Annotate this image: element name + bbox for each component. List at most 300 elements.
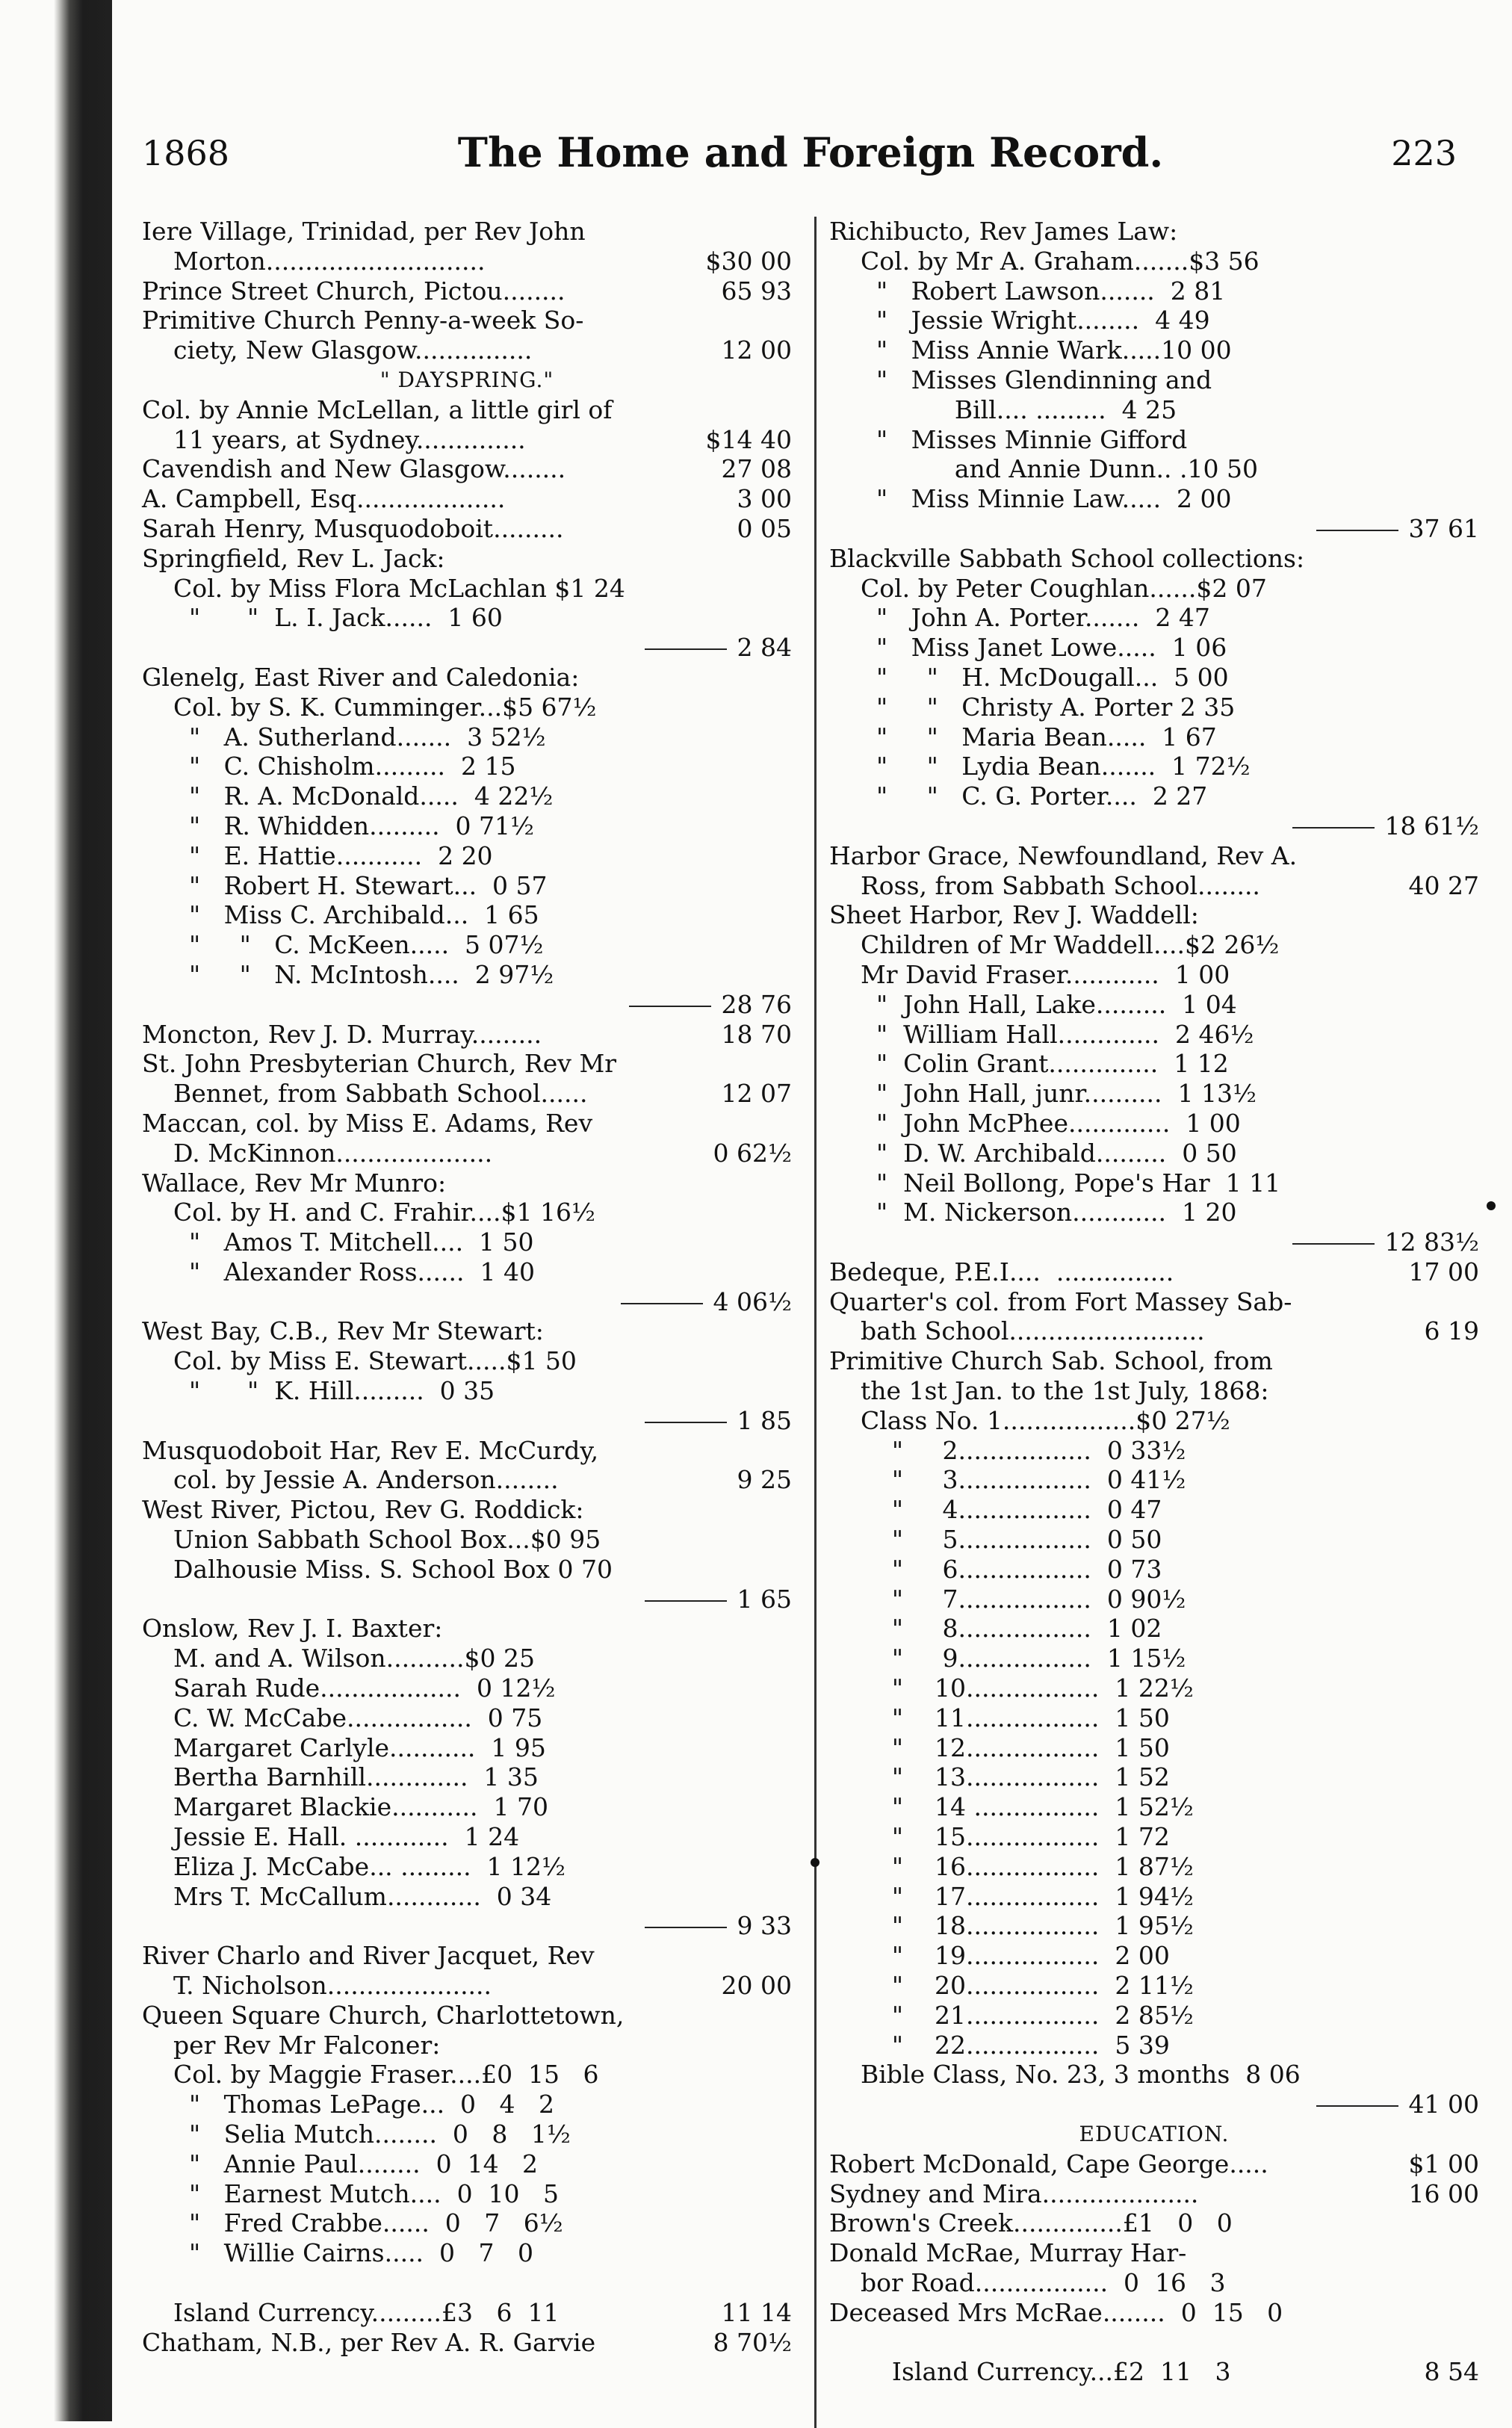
line-text: " Selia Mutch........ 0 8 1½ (142, 2119, 571, 2149)
header-title: The Home and Foreign Record. (457, 128, 1164, 176)
ledger-line (142, 841, 792, 871)
ledger-line (142, 722, 792, 752)
amount-value: $30 00 (705, 246, 792, 276)
columns (142, 217, 1479, 2421)
line-text: Richibucto, Rev James Law: (829, 217, 1178, 246)
line-text: Sarah Henry, Musquodoboit......... (142, 513, 564, 543)
ledger-line (829, 1049, 1479, 1079)
line-amount (1409, 871, 1479, 901)
ledger-line (829, 1644, 1479, 1673)
line-text: Harbor Grace, Newfoundland, Rev A. (829, 840, 1298, 870)
ledger-line (829, 2031, 1479, 2060)
ledger-line (142, 1822, 792, 1852)
sum-rule (645, 1422, 727, 1423)
ledger-line (829, 1346, 1479, 1376)
line-text: West River, Pictou, Rev G. Roddick: (142, 1495, 584, 1525)
ledger-line (829, 1109, 1479, 1139)
line-text: " Misses Minnie Gifford (829, 424, 1188, 454)
line-amount (1292, 811, 1479, 841)
ledger-line (142, 1436, 792, 1466)
line-text: " 22................. 5 39 (829, 2030, 1170, 2060)
ledger-line (829, 2357, 1479, 2387)
ledger-line (829, 365, 1479, 395)
ledger-line (142, 811, 792, 841)
line-text: Ross, from Sabbath School........ (829, 870, 1260, 900)
line-amount (1409, 1257, 1479, 1287)
line-amount (737, 484, 792, 514)
sum-rule (621, 1303, 703, 1304)
ledger-line (142, 1109, 792, 1139)
line-text: " Colin Grant.............. 1 12 (829, 1049, 1229, 1079)
ledger-line (829, 1287, 1479, 1317)
line-amount (722, 276, 792, 306)
page (142, 112, 1479, 2387)
line-text: Col. by Mr A. Graham.......$3 56 (829, 246, 1260, 276)
line-text: Iere Village, Trinidad, per Rev John (142, 217, 586, 246)
line-text: " Miss Minnie Law..... 2 00 (829, 484, 1232, 514)
line-text: " Robert H. Stewart... 0 57 (142, 870, 548, 900)
line-amount (706, 247, 792, 276)
ledger-line (142, 1020, 792, 1050)
ledger-line (142, 217, 792, 247)
line-text: " Jessie Wright........ 4 49 (829, 306, 1210, 335)
line-amount (722, 454, 792, 484)
ledger-line (142, 930, 792, 960)
ledger-line (829, 395, 1479, 425)
line-text: " 2................. 0 33½ (829, 1435, 1186, 1465)
ledger-line (829, 1139, 1479, 1168)
ledger-line (142, 365, 792, 395)
line-text: " 17................. 1 94½ (829, 1881, 1194, 1911)
ledger-line (142, 247, 792, 276)
amount-value: 40 27 (1408, 870, 1479, 900)
ledger-line (142, 2090, 792, 2119)
ledger-line (829, 2179, 1479, 2209)
line-text: " R. Whidden......... 0 71½ (142, 811, 535, 840)
line-text: " 5................. 0 50 (829, 1525, 1162, 1555)
line-amount (645, 633, 792, 663)
line-text: C. W. McCabe................ 0 75 (142, 1703, 543, 1732)
line-text: Cavendish and New Glasgow........ (142, 454, 566, 484)
ledger-line (829, 960, 1479, 990)
amount-value: 17 00 (1408, 1257, 1479, 1286)
line-text: Sarah Rude.................. 0 12½ (142, 1673, 556, 1703)
ledger-line (829, 1762, 1479, 1792)
amount-value: $1 00 (1408, 2149, 1479, 2178)
line-amount (621, 1287, 792, 1317)
line-text: Maccan, col. by Miss E. Adams, Rev (142, 1108, 593, 1138)
line-text: " 21................. 2 85½ (829, 2000, 1194, 2030)
ledger-line (142, 752, 792, 781)
line-text: " C. Chisholm......... 2 15 (142, 752, 516, 781)
line-text: " Neil Bollong, Pope's Har 1 11 (829, 1168, 1281, 1198)
amount-value: 27 08 (721, 454, 792, 484)
amount-value: 12 83½ (1384, 1227, 1479, 1257)
ledger-line (829, 871, 1479, 901)
header-year: 1868 (142, 133, 230, 173)
line-text: Blackville Sabbath School collections: (829, 543, 1305, 573)
page-number: 223 (1391, 133, 1457, 173)
line-amount (645, 1911, 792, 1941)
ledger-line (829, 306, 1479, 335)
ledger-line (142, 2298, 792, 2328)
line-text: Onslow, Rev J. I. Baxter: (142, 1614, 443, 1644)
line-text: " 20................. 2 11½ (829, 1971, 1194, 2001)
line-amount (706, 425, 792, 455)
ledger-line (142, 514, 792, 544)
amount-value: 65 93 (721, 276, 792, 306)
line-text: River Charlo and River Jacquet, Rev (142, 1941, 595, 1971)
line-text: " 14 ................ 1 52½ (829, 1792, 1194, 1822)
ledger-line (829, 1614, 1479, 1644)
running-header (142, 112, 1479, 179)
line-text: Chatham, N.B., per Rev A. R. Garvie (142, 2327, 596, 2357)
line-text: " Misses Glendinning and (829, 365, 1212, 394)
ledger-line (142, 1376, 792, 1406)
ledger-line (142, 1882, 792, 1912)
line-text: " " N. McIntosh.... 2 97½ (142, 959, 554, 989)
line-text: " Alexander Ross...... 1 40 (142, 1257, 535, 1286)
line-text: EDUCATION. (1079, 2122, 1230, 2146)
amount-value: 11 14 (721, 2297, 792, 2327)
line-text: " " Lydia Bean....... 1 72½ (829, 752, 1251, 781)
line-text: " " Christy A. Porter 2 35 (829, 692, 1236, 722)
ledger-line (829, 752, 1479, 781)
line-text: Mrs T. McCallum............ 0 34 (142, 1881, 552, 1911)
amount-value: 8 70½ (713, 2327, 792, 2357)
line-text: " 10................. 1 22½ (829, 1673, 1194, 1703)
line-text: " 16................. 1 87½ (829, 1851, 1194, 1881)
line-text: Eliza J. McCabe... ......... 1 12½ (142, 1851, 566, 1881)
ledger-line (142, 1168, 792, 1198)
subtotal-line (142, 1585, 792, 1614)
line-text: bor Road................. 0 16 3 (829, 2267, 1226, 2297)
ledger-line (142, 1079, 792, 1109)
ledger-line (142, 425, 792, 455)
ledger-line (829, 484, 1479, 514)
line-text: Bill.... ......... 4 25 (829, 394, 1177, 424)
line-amount (1425, 2357, 1479, 2387)
line-text: " 11................. 1 50 (829, 1703, 1170, 1732)
ledger-line (829, 335, 1479, 365)
line-text: St. John Presbyterian Church, Rev Mr (142, 1049, 617, 1079)
subtotal-line (829, 514, 1479, 544)
line-text: Col. by Annie McLellan, a little girl of (142, 394, 613, 424)
line-text: " 8................. 1 02 (829, 1614, 1162, 1644)
line-text: " 6................. 0 73 (829, 1554, 1162, 1584)
line-text: Col. by Miss E. Stewart.....$1 50 (142, 1346, 577, 1376)
line-text: " A. Sutherland....... 3 52½ (142, 722, 546, 752)
subtotal-line (829, 1227, 1479, 1257)
right-column (829, 217, 1479, 2387)
ledger-line (829, 900, 1479, 930)
ledger-line (829, 1525, 1479, 1555)
line-amount (722, 2298, 792, 2328)
ledger-line (829, 1941, 1479, 1971)
line-text: " " C. McKeen..... 5 07½ (142, 930, 544, 960)
ledger-line (829, 2060, 1479, 2090)
ledger-line (829, 1703, 1479, 1733)
ledger-line (142, 1316, 792, 1346)
line-text: " John Hall, Lake......... 1 04 (829, 989, 1237, 1019)
ledger-line (142, 1257, 792, 1287)
line-text: Jessie E. Hall. ............ 1 24 (142, 1822, 520, 1852)
amount-value: 2 84 (737, 633, 792, 663)
ledger-line (829, 841, 1479, 871)
ledger-line (142, 276, 792, 306)
ledger-line (142, 603, 792, 633)
line-text: " M. Nickerson............ 1 20 (829, 1198, 1237, 1227)
ledger-line (829, 663, 1479, 693)
line-text: Primitive Church Penny-a-week So- (142, 306, 584, 335)
ledger-line (829, 1465, 1479, 1495)
line-text: D. McKinnon.................... (142, 1138, 493, 1168)
line-text: " 12................. 1 50 (829, 1732, 1170, 1762)
line-text: and Annie Dunn.. .10 50 (829, 454, 1258, 484)
ledger-line (142, 1673, 792, 1703)
line-text: Musquodoboit Har, Rev E. McCurdy, (142, 1435, 599, 1465)
line-text: " 4................. 0 47 (829, 1495, 1162, 1525)
amount-value: 1 65 (737, 1584, 792, 1614)
line-text: Mr David Fraser............ 1 00 (829, 959, 1230, 989)
amount-value: 0 05 (737, 513, 792, 543)
line-text: Donald McRae, Murray Har- (829, 2238, 1187, 2268)
ledger-line (142, 693, 792, 722)
ledger-line (142, 1941, 792, 1971)
line-text: " Fred Crabbe...... 0 7 6½ (142, 2208, 563, 2238)
ledger-line (142, 306, 792, 335)
ledger-line (142, 1198, 792, 1227)
ledger-line (829, 1406, 1479, 1436)
ledger-line (142, 1495, 792, 1525)
ledger-line (142, 1762, 792, 1792)
ledger-line (142, 2001, 792, 2031)
amount-value: 12 07 (721, 1079, 792, 1109)
ledger-line (829, 1257, 1479, 1287)
amount-value: 3 00 (737, 484, 792, 514)
sum-rule (645, 1927, 727, 1928)
ledger-line (142, 484, 792, 514)
line-amount (722, 335, 792, 365)
line-amount (645, 1585, 792, 1614)
amount-value: 12 00 (721, 335, 792, 365)
ledger-line (829, 1585, 1479, 1614)
ledger-line (829, 930, 1479, 960)
ledger-line (142, 1525, 792, 1555)
ledger-line (829, 217, 1479, 247)
ledger-line (142, 1971, 792, 2001)
ledger-line (829, 1436, 1479, 1466)
ledger-line (142, 2328, 792, 2358)
ledger-line (142, 1792, 792, 1822)
line-text: " Amos T. Mitchell.... 1 50 (142, 1227, 534, 1257)
line-amount (737, 1465, 792, 1495)
subtotal-line (829, 2090, 1479, 2119)
ink-dot (811, 1858, 819, 1867)
ledger-line (829, 1822, 1479, 1852)
line-text: Bedeque, P.E.I.... ............... (829, 1257, 1174, 1286)
line-text: Bible Class, No. 23, 3 months 8 06 (829, 2060, 1301, 2090)
line-text: " " L. I. Jack...... 1 60 (142, 603, 503, 633)
ledger-line (829, 990, 1479, 1020)
line-text: " DAYSPRING." (379, 367, 554, 392)
line-text: Union Sabbath School Box...$0 95 (142, 1525, 601, 1555)
ledger-line (829, 2328, 1479, 2358)
sum-rule (1292, 1243, 1375, 1245)
amount-value: $14 40 (705, 424, 792, 454)
line-text: " D. W. Archibald......... 0 50 (829, 1138, 1237, 1168)
amount-value: 1 85 (737, 1405, 792, 1435)
line-text: bath School......................... (829, 1316, 1205, 1346)
line-text: Brown's Creek..............£1 0 0 (829, 2208, 1233, 2238)
line-text: Wallace, Rev Mr Munro: (142, 1168, 447, 1198)
line-text: Queen Square Church, Charlottetown, (142, 2000, 625, 2030)
ledger-line (829, 1376, 1479, 1406)
line-text: " Annie Paul........ 0 14 2 (142, 2149, 539, 2178)
line-text: " 3................. 0 41½ (829, 1465, 1186, 1495)
ledger-line (829, 1852, 1479, 1882)
amount-value: 41 00 (1408, 2090, 1479, 2119)
amount-value: 20 00 (721, 1971, 792, 2001)
line-text: Col. by H. and C. Frahir....$1 16½ (142, 1198, 595, 1227)
amount-value: 16 00 (1408, 2178, 1479, 2208)
line-text: " R. A. McDonald..... 4 22½ (142, 781, 554, 811)
line-text: Island Currency.........£3 6 11 (142, 2297, 560, 2327)
ledger-line (142, 1227, 792, 1257)
line-text: Col. by S. K. Cumminger...$5 67½ (142, 692, 597, 722)
subtotal-line (142, 633, 792, 663)
ledger-line (142, 2031, 792, 2060)
sum-rule (1316, 530, 1398, 531)
left-column (142, 217, 792, 2357)
ledger-line (829, 1971, 1479, 2001)
amount-value: 8 54 (1424, 2357, 1479, 2387)
amount-value: 0 62½ (713, 1138, 792, 1168)
ledger-line (142, 544, 792, 574)
ledger-line (829, 1020, 1479, 1050)
ledger-line (142, 1614, 792, 1644)
subtotal-line (829, 811, 1479, 841)
ledger-line (142, 1852, 792, 1882)
ledger-line (142, 2119, 792, 2149)
ledger-line (829, 425, 1479, 455)
line-text: " Miss Janet Lowe..... 1 06 (829, 633, 1227, 663)
line-amount (1316, 514, 1479, 544)
line-text: Dalhousie Miss. S. School Box 0 70 (142, 1554, 613, 1584)
line-text: Robert McDonald, Cape George..... (829, 2149, 1268, 2178)
ledger-line (142, 1644, 792, 1673)
sum-rule (1292, 827, 1375, 829)
ledger-line (829, 2149, 1479, 2179)
line-text: Deceased Mrs McRae........ 0 15 0 (829, 2297, 1283, 2327)
line-amount (1409, 2149, 1479, 2179)
line-text: Sheet Harbor, Rev J. Waddell: (829, 900, 1199, 930)
ledger-line (142, 1049, 792, 1079)
sum-rule (645, 648, 727, 650)
ledger-line (829, 693, 1479, 722)
line-text: " 18................. 1 95½ (829, 1911, 1194, 1941)
line-amount (1316, 2090, 1479, 2119)
line-text: " John Hall, junr.......... 1 13½ (829, 1079, 1257, 1109)
line-text: Moncton, Rev J. D. Murray......... (142, 1019, 542, 1049)
line-text: " John McPhee............. 1 00 (829, 1108, 1241, 1138)
line-amount (1292, 1227, 1479, 1257)
line-amount (737, 514, 792, 544)
ledger-line (829, 722, 1479, 752)
line-text: Class No. 1.................$0 27½ (829, 1405, 1230, 1435)
ledger-line (142, 1139, 792, 1168)
line-text: " " K. Hill......... 0 35 (142, 1376, 495, 1406)
ledger-line (142, 2208, 792, 2238)
ledger-line (829, 2298, 1479, 2328)
ledger-line (829, 454, 1479, 484)
ledger-line (829, 1495, 1479, 1525)
ledger-line (829, 2208, 1479, 2238)
ledger-line (829, 574, 1479, 604)
line-text: " 13................. 1 52 (829, 1762, 1170, 1792)
line-text: Col. by Peter Coughlan......$2 07 (829, 573, 1267, 603)
sum-rule (629, 1006, 711, 1007)
line-text: " " C. G. Porter.... 2 27 (829, 781, 1208, 811)
ledger-line (829, 1316, 1479, 1346)
ledger-line (829, 1792, 1479, 1822)
line-amount (645, 1406, 792, 1436)
line-text: T. Nicholson..................... (142, 1971, 492, 2001)
line-text: the 1st Jan. to the 1st July, 1868: (829, 1376, 1269, 1406)
line-amount (722, 1020, 792, 1050)
ledger-line (142, 1555, 792, 1585)
subtotal-line (142, 1406, 792, 1436)
line-amount (629, 990, 792, 1020)
line-text: Margaret Carlyle........... 1 95 (142, 1732, 546, 1762)
line-text: Col. by Miss Flora McLachlan $1 24 (142, 573, 625, 603)
line-text: Island Currency...£2 11 3 (829, 2357, 1231, 2387)
amount-value: 18 70 (721, 1019, 792, 1049)
line-text: " 15................. 1 72 (829, 1822, 1170, 1852)
ledger-line (829, 2268, 1479, 2298)
line-text: Morton............................ (142, 246, 486, 276)
ledger-line (142, 2238, 792, 2268)
line-text: Margaret Blackie........... 1 70 (142, 1792, 548, 1822)
ledger-line (829, 2119, 1479, 2149)
amount-value: 9 33 (737, 1911, 792, 1941)
ledger-line (142, 2179, 792, 2209)
line-text: Col. by Maggie Fraser....£0 15 6 (142, 2060, 599, 2090)
ledger-line (829, 2238, 1479, 2268)
ledger-line (829, 633, 1479, 663)
ledger-line (142, 960, 792, 990)
line-text: " " H. McDougall... 5 00 (829, 662, 1229, 692)
line-amount (713, 1139, 792, 1168)
ink-dot (1487, 1201, 1496, 1210)
ledger-line (142, 574, 792, 604)
ledger-line (829, 1168, 1479, 1198)
line-text: A. Campbell, Esq................... (142, 484, 506, 514)
amount-value: 37 61 (1408, 513, 1479, 543)
line-text: col. by Jessie A. Anderson........ (142, 1465, 559, 1495)
line-text: " Miss C. Archibald... 1 65 (142, 900, 539, 930)
line-text: " Thomas LePage... 0 4 2 (142, 2090, 554, 2119)
line-text: ciety, New Glasgow............... (142, 335, 533, 365)
ledger-line (142, 335, 792, 365)
amount-value: 9 25 (737, 1465, 792, 1495)
ledger-line (142, 2268, 792, 2298)
line-text: " Earnest Mutch.... 0 10 5 (142, 2178, 560, 2208)
ledger-line (142, 871, 792, 901)
line-text: 11 years, at Sydney.............. (142, 424, 526, 454)
ledger-line (829, 276, 1479, 306)
line-text: " E. Hattie........... 2 20 (142, 840, 493, 870)
